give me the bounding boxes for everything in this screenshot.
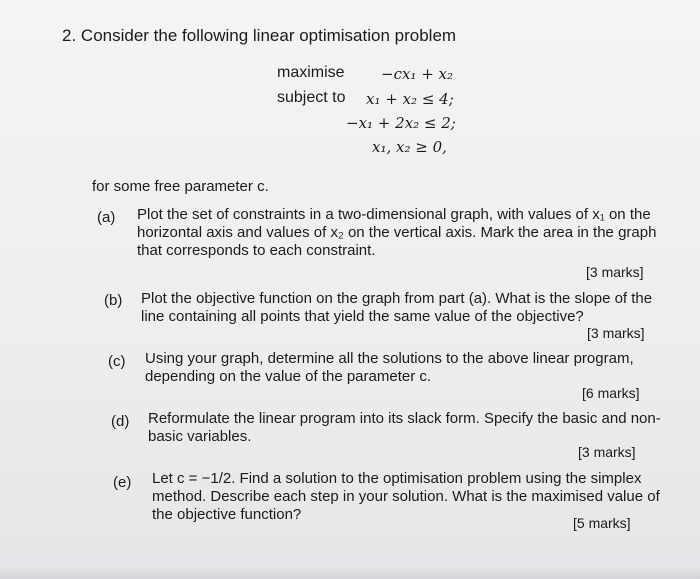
part-label: (d): [111, 413, 130, 430]
part-line: Let c = −1/2. Find a solution to the optimisation problem using the simplex: [152, 470, 642, 487]
part-label: (a): [97, 209, 116, 226]
constraint-3: x₁, x₂ ≥ 0,: [372, 138, 447, 156]
marks: [3 marks]: [578, 444, 636, 460]
part-line: line containing all points that yield the same value of the objective?: [141, 308, 584, 325]
part-line: depending on the value of the parameter c.: [145, 368, 432, 385]
objective-expression: −cx₁ + x₂: [381, 65, 454, 83]
marks: [5 marks]: [573, 515, 631, 531]
part-line: method. Describe each step in your solution. What is the maximised value of: [152, 488, 660, 505]
part-line: basic variables.: [148, 428, 252, 445]
question-header: [62, 26, 456, 46]
marks: [3 marks]: [587, 325, 645, 341]
constraint-2: −x₁ + 2x₂ ≤ 2;: [346, 114, 456, 132]
part-line: Plot the set of constraints in a two-dimensional graph, with values of x₁ on the: [137, 206, 651, 223]
part-label: (e): [113, 474, 132, 491]
part-line: Reformulate the linear program into its slack form. Specify the basic and non-: [148, 410, 661, 427]
question-title: Consider the following linear optimisation problem: [80, 26, 457, 45]
part-line: the objective function?: [152, 506, 302, 523]
maximise-label: maximise: [277, 64, 345, 81]
part-line: Plot the objective function on the graph from part (a). What is the slope of the: [141, 290, 653, 307]
page-edge-shadow: [0, 565, 700, 579]
part-label: (b): [104, 292, 123, 309]
part-line: Using your graph, determine all the solutions to the above linear program,: [145, 350, 634, 367]
constraint-1: x₁ + x₂ ≤ 4;: [366, 90, 454, 108]
subject-to-label: subject to: [277, 89, 346, 106]
parameter-line: for some free parameter c.: [92, 178, 269, 195]
question-number: 2.: [62, 26, 77, 45]
part-line: horizontal axis and values of x₂ on the vertical axis. Mark the area in the graph: [137, 224, 657, 241]
part-line: that corresponds to each constraint.: [137, 242, 376, 259]
marks: [3 marks]: [586, 264, 644, 280]
part-label: (c): [108, 353, 126, 370]
marks: [6 marks]: [582, 385, 640, 401]
